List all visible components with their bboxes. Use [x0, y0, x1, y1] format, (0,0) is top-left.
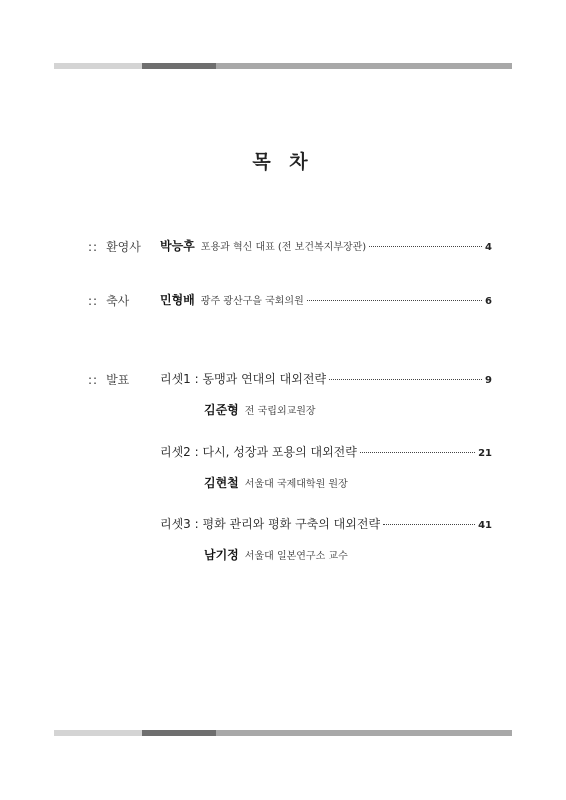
section-label-text: 축사 — [106, 294, 130, 308]
presenter-name: 김준형 — [204, 403, 239, 417]
page-number: 6 — [485, 296, 492, 307]
toc-entry-reset1[interactable] — [160, 370, 492, 387]
section-marker: :: — [88, 373, 99, 387]
presenter-name: 남기정 — [204, 548, 239, 562]
section-marker: :: — [88, 294, 99, 308]
speaker-name: 박능후 — [160, 239, 195, 253]
leader-dots — [383, 524, 475, 525]
presenter-desc: 서울대 국제대학원 원장 — [244, 479, 348, 490]
top-bar-segment-mid — [216, 63, 512, 69]
section-label-text: 발표 — [106, 373, 130, 387]
bottom-bar-segment-dark — [142, 730, 216, 736]
bottom-decorative-bar — [54, 730, 512, 736]
presenter-reset1 — [204, 401, 316, 418]
page-number: 9 — [485, 375, 492, 386]
leader-dots — [307, 300, 482, 301]
speaker-desc: 포용과 혁신 대표 (전 보건복지부장관) — [200, 242, 367, 253]
page-title: 목 차 — [252, 151, 314, 173]
leader-dots — [360, 452, 475, 453]
leader-dots — [329, 379, 482, 380]
presenter-desc: 서울대 일본연구소 교수 — [244, 551, 348, 562]
presenter-name: 김현철 — [204, 476, 239, 490]
page-number: 4 — [485, 242, 492, 253]
top-bar-segment-light — [54, 63, 142, 69]
bottom-bar-segment-light — [54, 730, 142, 736]
presenter-desc: 전 국립외교원장 — [244, 406, 316, 417]
speaker-desc: 광주 광산구을 국회의원 — [200, 296, 304, 307]
section-label-presentation — [88, 371, 129, 388]
presentation-title: 리셋1 : 동맹과 연대의 대외전략 — [160, 372, 327, 386]
section-marker: :: — [88, 240, 99, 254]
section-label-text: 환영사 — [106, 240, 141, 254]
section-label-welcome — [88, 238, 141, 255]
toc-entry-reset3[interactable] — [160, 515, 492, 532]
toc-entry-welcome[interactable] — [160, 237, 492, 254]
leader-dots — [369, 246, 482, 247]
presenter-reset3 — [204, 546, 348, 563]
section-label-congrats — [88, 292, 129, 309]
toc-entry-congrats[interactable] — [160, 291, 492, 308]
bottom-bar-segment-mid — [216, 730, 512, 736]
presenter-reset2 — [204, 474, 348, 491]
presentation-title: 리셋2 : 다시, 성장과 포용의 대외전략 — [160, 445, 357, 459]
toc-entry-reset2[interactable] — [160, 443, 492, 460]
page-number: 41 — [478, 520, 492, 531]
presentation-title: 리셋3 : 평화 관리와 평화 구축의 대외전략 — [160, 517, 381, 531]
top-bar-segment-dark — [142, 63, 216, 69]
top-decorative-bar — [54, 63, 512, 69]
speaker-name: 민형배 — [160, 293, 195, 307]
page-number: 21 — [478, 448, 492, 459]
